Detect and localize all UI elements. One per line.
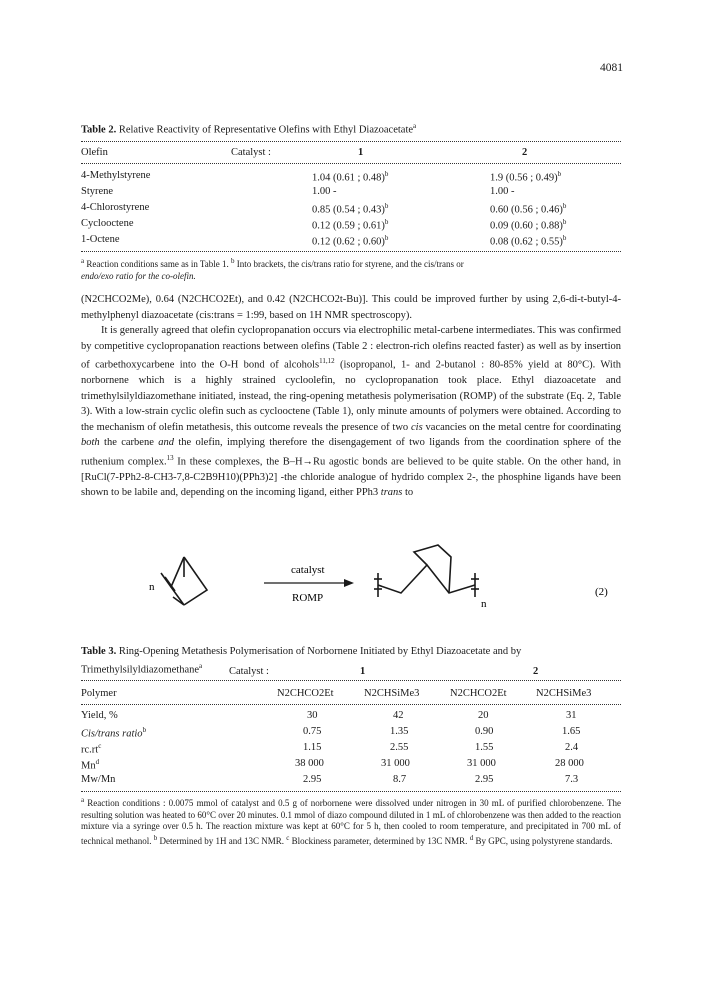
table3-caption: Table 3. Ring-Opening Metathesis Polymerisation of Norbornene Initiated by Ethyl Diazoacetate and by Trimethylsilyldiazomethane$^a$ [81, 646, 522, 676]
equation-2 [81, 535, 621, 635]
table2-caption-text: Relative Reactivity of Representative Olefins with Ethyl Diazoacetate [118, 124, 414, 136]
table2-footnote: $^a$ Reaction conditions same as in Table 1. $^b$ Into brackets, the cis/trans ratio for styrene, and the cis/trans or endo/exo ratio for the co-olefin. [81, 257, 464, 281]
polymer-structure [374, 545, 479, 597]
body-paragraph-2: It is generally agreed that olefin cyclopropanation occurs via electrophilic metal-carbene intermediates. This was confirmed by competitive cyclopropanation reactions between olefins (Table 2 : electron-rich olefins reacted faster) as well as by insertion of carbethoxycarbene into the O-H bond of alcohols$^{11,12}$ (isopropanol, 1- and 2-butanol : 80-85% yield at 80°C). With norbornene which is a highly strained cycloolefin, no cyclopropanation took place. Ethyl diazoacetate and trimethylsilyldiazomethane initiated, instead, the ring-opening metathesis polymerisation (ROMP) of the substrate (Eq. 2, Table 3). With a low-strain cyclic olefin such as cyclooctene (Table 1), only minute amounts of polymers were obtained. According to the mechanism of olefin metathesis, this outcome reveals the presence of two cis vacancies on the metal centre for coordinating both the carbene and the olefin, implying therefore the disengagement of two ligands from the coordination sphere of the ruthenium complex.$^{13}$ In these complexes, the B–H→Ru agostic bonds are believed to be quite stable. On the other hand, in [RuCl(7-PPh2-8-CH3-7,8-C2B9H10)(PPh3)2] -the chloride analogue of hydrido complex 2-, the phosphine ligands have been shown to be labile and, depending on the incoming ligand, either PPh3 trans to [81, 325, 622, 498]
table3-header-rule [81, 704, 621, 705]
norbornene-structure [161, 557, 207, 605]
table3-footnote: $^a$ Reaction conditions : 0.0075 mmol of catalyst and 0.5 g of norbornene were dissolved under nitrogen in 30 mL of purified chlorobenzene. The resulting solution was heated to 60°C over 20 minutes. 0.1 mmol of diazo compound diluted in 1 mL of chlorobenzene was then added to the reaction mixture via a syringe over 0.5 h. The reaction mixture was kept at 60°C for 5 h, then cooled to room temperature, and precipitated in 700 mL of technical methanol. $^b$ Determined by 1H and 13C NMR. $^c$ Blockiness parameter, determined by 13C NMR. $^d$ By GPC, using polystyrene standards. [81, 796, 622, 846]
table2-top-rule [81, 141, 621, 142]
n-left-label: n [149, 581, 155, 593]
table2-col-olefin: Olefin [81, 147, 108, 158]
equation-number: (2) [595, 586, 608, 598]
table2-header-rule [81, 163, 621, 164]
arrow-romp-label: ROMP [292, 592, 324, 604]
romp-scheme [81, 535, 621, 635]
table2-bottom-rule [81, 251, 621, 252]
arrow-catalyst-label: catalyst [291, 564, 325, 576]
table2-caption-label: Table 2. [81, 124, 117, 136]
body-paragraph-1: (N2CHCO2Me), 0.64 (N2CHCO2Et), and 0.42 (N2CHCO2t-Bu)]. This could be improved further by using 2,6-di-t-butyl-4-methylphenyl diazoacetate (cis:trans = 1:99, based on 1H NMR spectroscopy). [81, 294, 621, 321]
page-number: 4081 [600, 62, 623, 74]
table2-col-catalyst: Catalyst : [231, 147, 271, 158]
table2-col-cat1: 1 [358, 147, 364, 158]
n-right-label: n [481, 598, 487, 610]
arrow-head [344, 579, 354, 587]
table2-col-cat2: 2 [522, 147, 528, 158]
table2-caption: Table 2. Relative Reactivity of Representative Olefins with Ethyl Diazoacetate$^a$ [81, 122, 417, 136]
table3-bottom-rule [81, 791, 621, 792]
table3-top-rule [81, 680, 621, 681]
